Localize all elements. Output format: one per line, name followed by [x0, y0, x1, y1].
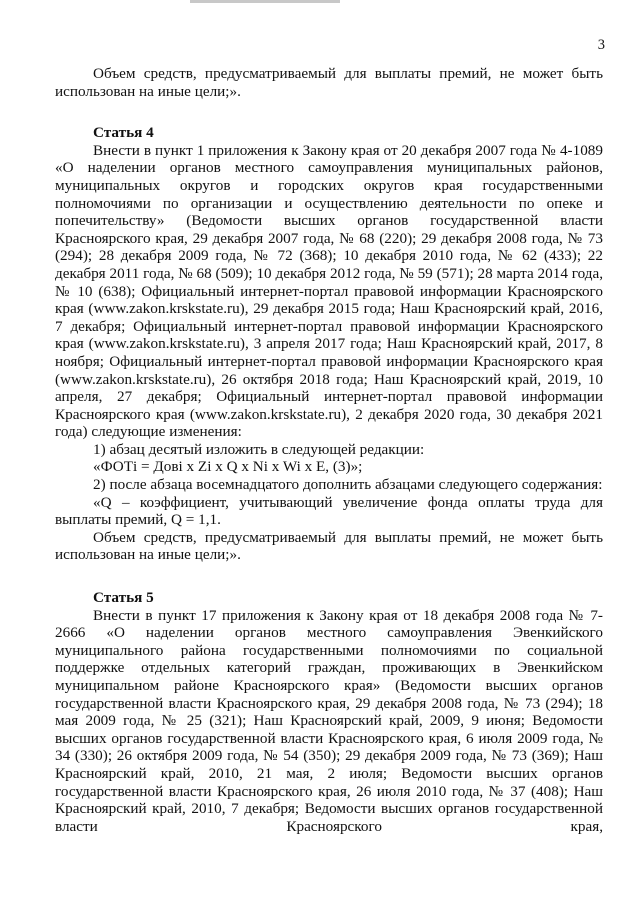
- article-4-item-2: 2) после абзаца восемнадцатого дополнить абзацами следующего содержания:: [93, 476, 603, 494]
- scan-artifact: [190, 0, 340, 3]
- article-4-quote: «Q – коэффициент, учитывающий увеличение фонда оплаты труда для выплаты премий, Q = 1,1.: [55, 493, 603, 529]
- page-number: 3: [597, 37, 605, 53]
- article-4-item-1: 1) абзац десятый изложить в следующей редакции:: [93, 440, 425, 458]
- article-5-paragraph: Внести в пункт 17 приложения к Закону края от 18 декабря 2008 года № 7-2666 «О наделении органов местного самоуправления Эвенкийского муниципального района государственными полномочиями по социальной поддержке отдельных категорий граждан, проживающих в Эвенкийском муниципальном районе Красноярского края» (Ведомости высших органов государственной власти Красноярского края, 29 декабря 2008 года, № 73 (294); 18 мая 2009 года, № 25 (321); Наш Красноярский край, 2009, 9 июня; Ведомости высших органов государственной власти Красноярского края, 6 июля 2009 года, № 34 (330); 26 октября 2009 года, № 54 (350); 29 декабря 2009 года, № 73 (369); Наш Красноярский край, 2010, 21 мая, 2 июля; Ведомости высших органов государственной власти Красноярского края, 26 июля 2010 года, № 37 (408); Наш Красноярский край, 2010, 7 декабря; Ведомости высших органов государственной власти Красноярского края,: [55, 606, 603, 835]
- article-4-quote-continuation: Объем средств, предусматриваемый для выплаты премий, не может быть использован на иные цели;».: [55, 528, 603, 564]
- article-4-formula: «ФОТi = Довi x Zi x Q x Ni x Wi x E, (3)»;: [93, 458, 363, 476]
- article-4-paragraph: Внести в пункт 1 приложения к Закону края от 20 декабря 2007 года № 4-1089 «О наделении органов местного самоуправления муниципальных районов, муниципальных округов и городских округов края государственными полномочиями по организации и осуществлению деятельности по опеке и попечительству» (Ведомости высших органов государственной власти Красноярского края, 29 декабря 2007 года, № 68 (220); 29 декабря 2008 года, № 73 (294); 28 декабря 2009 года, № 72 (368); 10 декабря 2010 года, № 62 (433); 22 декабря 2011 года, № 68 (509); 10 декабря 2012 года, № 59 (571); 28 марта 2014 года, № 10 (638); Официальный интернет-портал правовой информации Красноярского края (www.zakon.krskstate.ru), 29 декабря 2015 года; Наш Красноярский край, 2016, 7 декабря; Официальный интернет-портал правовой информации Красноярского края (www.zakon.krskstate.ru), 3 апреля 2017 года; Наш Красноярский край, 2017, 8 ноября; Официальный интернет-портал правовой информации Красноярского края (www.zakon.krskstate.ru), 26 октября 2018 года; Наш Красноярский край, 2019, 10 апреля, 27 декабря; Официальный интернет-портал правовой информации Красноярского края (www.zakon.krskstate.ru), 2 декабря 2020 года, 30 декабря 2021 года) следующие изменения:: [55, 141, 603, 441]
- document-body: [55, 65, 603, 835]
- spacer: [55, 100, 603, 124]
- spacer: [55, 564, 603, 589]
- article-4-heading: Статья 4: [93, 124, 154, 142]
- intro-paragraph: Объем средств, предусматриваемый для выплаты премий, не может быть использован на иные цели;».: [55, 65, 603, 100]
- article-5-heading: Статья 5: [93, 589, 154, 607]
